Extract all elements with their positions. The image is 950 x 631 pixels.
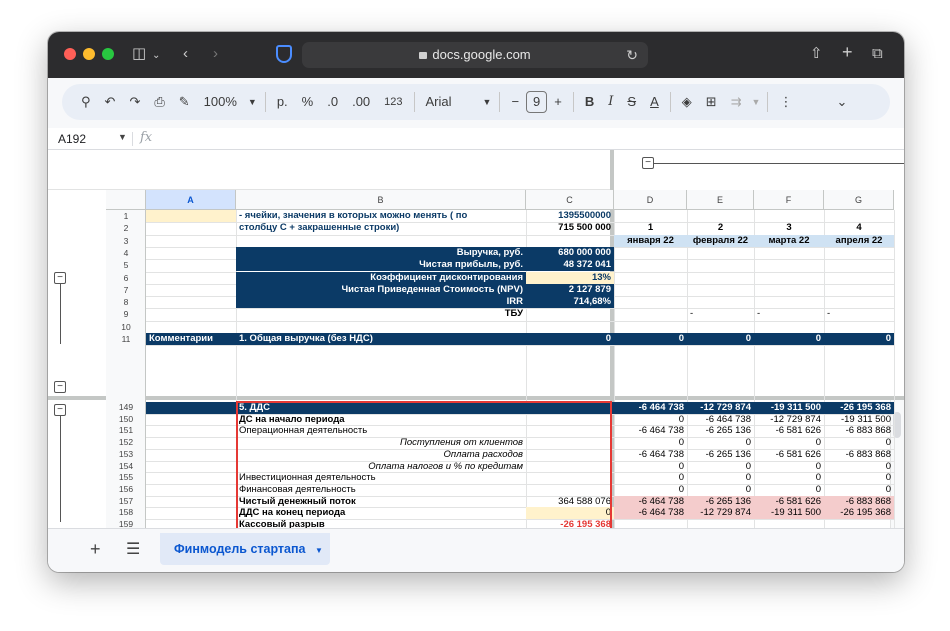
column-header-d[interactable]: D <box>614 190 687 210</box>
cell-e-8[interactable] <box>687 296 754 308</box>
cell-e-149[interactable]: -12 729 874 <box>687 402 754 414</box>
italic-button[interactable]: I <box>608 94 614 109</box>
divider <box>670 92 671 112</box>
minimize-window-button[interactable] <box>83 48 95 60</box>
cell-c-153[interactable] <box>526 449 614 461</box>
row-header-151[interactable]: 151 <box>118 425 134 436</box>
collapse-row-group-icon[interactable]: − <box>54 381 66 393</box>
cell-e-5[interactable] <box>687 259 754 271</box>
frozen-row-bar[interactable] <box>48 396 904 400</box>
cell-d-153[interactable]: -6 464 738 <box>638 448 684 460</box>
cell-f-5[interactable] <box>754 259 824 271</box>
cell-b-8[interactable]: IRR <box>236 296 526 308</box>
sheets-toolbar <box>62 84 890 120</box>
cell-b-9[interactable]: ТБУ <box>504 308 523 320</box>
cell-e-7[interactable] <box>687 284 754 296</box>
cell-d-11[interactable]: 0 <box>614 333 687 345</box>
cell-e-153[interactable]: -6 265 136 <box>705 448 751 460</box>
cell-f-4[interactable] <box>754 247 824 259</box>
cell-b-6[interactable]: Коэффициент дисконтирования <box>236 272 526 284</box>
cell-f-152[interactable]: 0 <box>815 437 821 449</box>
cell-f-151[interactable]: -6 581 626 <box>775 425 821 437</box>
cell-c-5[interactable]: 48 372 041 <box>526 259 614 271</box>
cell-c-7[interactable]: 2 127 879 <box>526 284 614 296</box>
privacy-shield-icon[interactable] <box>276 45 292 63</box>
cell-g-10[interactable] <box>824 321 894 333</box>
cell-e-158[interactable]: -12 729 874 <box>687 507 754 519</box>
forward-icon[interactable]: › <box>213 45 218 62</box>
increase-decimal-button[interactable]: .00 <box>352 94 371 109</box>
cell-c-4[interactable]: 680 000 000 <box>526 247 614 259</box>
cell-f-10[interactable] <box>754 321 824 333</box>
divider <box>767 92 768 112</box>
toolbar-area <box>48 78 904 128</box>
cell-a-151[interactable] <box>146 425 236 437</box>
cell-c-158[interactable]: 0 <box>526 507 614 519</box>
cell-e-2[interactable]: 2 <box>717 222 724 234</box>
cell-c-11[interactable]: 0 <box>526 333 614 345</box>
cell-a-149[interactable] <box>146 402 236 414</box>
row-header-7[interactable]: 7 <box>123 284 129 295</box>
cell-f-159[interactable] <box>754 519 824 528</box>
cell-f-8[interactable] <box>754 296 824 308</box>
zoom-select[interactable]: 100% <box>203 94 237 109</box>
row-header-150[interactable]: 150 <box>118 413 134 424</box>
cell-a-154[interactable] <box>146 461 236 473</box>
cell-a-7[interactable] <box>146 284 236 296</box>
cell-f-155[interactable]: 0 <box>815 472 821 484</box>
cell-d-149[interactable]: -6 464 738 <box>614 402 687 414</box>
cell-c-154[interactable] <box>526 461 614 473</box>
bold-button[interactable]: B <box>584 94 595 109</box>
cell-f-7[interactable] <box>754 284 824 296</box>
divider <box>414 92 415 112</box>
cell-a-2[interactable] <box>146 222 236 234</box>
merge-cells-icon[interactable]: ⇉ <box>730 94 742 109</box>
cell-f-6[interactable] <box>754 272 824 284</box>
cell-g-152[interactable]: 0 <box>885 437 891 449</box>
paint-format-icon[interactable]: ✎ <box>178 94 190 109</box>
cell-b-1[interactable]: - ячейки, значения в которых можно менять ( по <box>239 210 468 221</box>
strikethrough-button[interactable]: S <box>627 94 637 109</box>
cell-d-154[interactable]: 0 <box>678 460 684 472</box>
cell-d-10[interactable] <box>614 321 687 333</box>
row-header-153[interactable]: 153 <box>118 448 134 459</box>
cell-e-154[interactable]: 0 <box>745 460 751 472</box>
cell-e-156[interactable]: 0 <box>745 483 751 495</box>
cell-a-153[interactable] <box>146 449 236 461</box>
cell-d-159[interactable] <box>614 519 687 528</box>
cell-c-159[interactable]: -26 195 368 <box>560 519 611 528</box>
cell-b-5[interactable]: Чистая прибыль, руб. <box>236 259 526 271</box>
collapse-row-group-icon[interactable]: − <box>54 404 66 416</box>
cell-e-10[interactable] <box>687 321 754 333</box>
cell-d-158[interactable]: -6 464 738 <box>614 507 687 519</box>
divider <box>265 92 266 112</box>
cell-g-8[interactable] <box>824 296 894 308</box>
font-size-decrease-button[interactable]: − <box>511 94 520 109</box>
row-header-6[interactable]: 6 <box>123 272 129 283</box>
row-header-4[interactable]: 4 <box>123 247 129 258</box>
row-header-8[interactable]: 8 <box>123 297 129 308</box>
cell-a-11[interactable]: Комментарии <box>146 333 236 345</box>
cell-f-153[interactable]: -6 581 626 <box>775 448 821 460</box>
cell-f-156[interactable]: 0 <box>815 483 821 495</box>
cell-f-3[interactable]: марта 22 <box>754 235 824 247</box>
cell-b-155[interactable]: Инвестиционная деятельность <box>239 472 376 484</box>
cell-a-157[interactable] <box>146 496 236 508</box>
chevron-down-icon[interactable]: ▼ <box>315 546 323 555</box>
cell-g-149[interactable]: -26 195 368 <box>824 402 894 414</box>
cell-d-152[interactable]: 0 <box>678 437 684 449</box>
close-window-button[interactable] <box>64 48 76 60</box>
cell-c-149[interactable] <box>526 402 614 414</box>
cell-e-152[interactable]: 0 <box>745 437 751 449</box>
name-box[interactable]: A192 <box>58 132 87 146</box>
tab-overview-icon[interactable]: ⧉ <box>872 45 883 62</box>
new-tab-icon[interactable]: + <box>842 42 853 62</box>
redo-icon[interactable]: ↷ <box>129 94 141 109</box>
row-header-3[interactable]: 3 <box>123 235 129 246</box>
cell-a-155[interactable] <box>146 472 236 484</box>
column-group-line <box>654 163 904 164</box>
frozen-header-area <box>48 150 610 190</box>
row-header-1[interactable]: 1 <box>123 211 129 221</box>
cell-a-152[interactable] <box>146 437 236 449</box>
cell-g-153[interactable]: -6 883 868 <box>845 448 891 460</box>
cell-c-156[interactable] <box>526 484 614 496</box>
sheet-tab[interactable] <box>160 533 330 565</box>
chevron-down-icon[interactable]: ⌄ <box>152 50 161 61</box>
cell-g-3[interactable]: апреля 22 <box>824 235 894 247</box>
address-bar[interactable] <box>302 42 648 68</box>
cell-g-154[interactable]: 0 <box>885 460 891 472</box>
row-header-159[interactable]: 159 <box>118 519 134 528</box>
cell-a-159[interactable] <box>146 519 236 528</box>
cell-c-155[interactable] <box>526 472 614 484</box>
cell-d-1[interactable] <box>614 210 687 222</box>
column-header-f[interactable]: F <box>754 190 824 210</box>
cell-f-154[interactable]: 0 <box>815 460 821 472</box>
collapse-row-group-icon[interactable]: − <box>54 272 66 284</box>
cell-b-11[interactable]: 1. Общая выручка (без НДС) <box>236 333 526 345</box>
cell-g-2[interactable]: 4 <box>856 222 862 234</box>
cell-e-159[interactable] <box>687 519 754 528</box>
cell-e-157[interactable]: -6 265 136 <box>687 496 754 508</box>
cell-e-155[interactable]: 0 <box>745 472 751 484</box>
title-bar <box>48 32 904 78</box>
cell-b-151[interactable]: Операционная деятельность <box>239 425 368 437</box>
font-select[interactable]: Arial <box>425 94 452 109</box>
row-header-156[interactable]: 156 <box>118 483 134 494</box>
row-header-10[interactable]: 10 <box>121 321 131 332</box>
cell-f-11[interactable]: 0 <box>754 333 824 345</box>
share-icon[interactable]: ⇧ <box>810 45 823 62</box>
cell-b-152[interactable]: Поступления от клиентов <box>400 437 523 449</box>
row-header-11[interactable]: 11 <box>121 334 131 344</box>
cell-c-10[interactable] <box>526 321 614 333</box>
chevron-down-icon[interactable]: ▼ <box>118 132 127 142</box>
cell-g-6[interactable] <box>824 272 894 284</box>
lock-icon <box>419 52 427 59</box>
cell-g-158[interactable]: -26 195 368 <box>824 507 894 519</box>
font-size-increase-button[interactable]: + <box>554 94 562 109</box>
cell-b-7[interactable]: Чистая Приведенная Стоимость (NPV) <box>236 284 526 296</box>
cell-g-151[interactable]: -6 883 868 <box>845 425 891 437</box>
more-options-icon[interactable]: ⋮ <box>779 94 793 109</box>
cell-d-156[interactable]: 0 <box>678 483 684 495</box>
cell-d-157[interactable]: -6 464 738 <box>614 496 687 508</box>
text-color-button[interactable]: A <box>650 94 659 109</box>
row-header-2[interactable]: 2 <box>123 223 129 234</box>
cell-c-9[interactable] <box>526 308 614 320</box>
cell-b-10[interactable] <box>236 321 526 333</box>
cell-b-159[interactable]: Кассовый разрыв <box>239 519 325 528</box>
cell-a-10[interactable] <box>146 321 236 333</box>
print-icon[interactable]: ⎙ <box>154 94 165 109</box>
currency-format-button[interactable]: р. <box>276 94 288 109</box>
fx-icon: fx <box>140 130 153 145</box>
cell-g-1[interactable] <box>824 210 894 222</box>
cell-d-150[interactable]: 0 <box>678 413 684 425</box>
grid-line <box>146 345 894 346</box>
cell-g-150[interactable]: -19 311 500 <box>840 413 891 425</box>
grid-line <box>894 210 895 528</box>
cell-a-9[interactable] <box>146 308 236 320</box>
zoom-window-button[interactable] <box>102 48 114 60</box>
chevron-down-icon[interactable]: ▼ <box>482 97 492 107</box>
spreadsheet-grid[interactable] <box>48 150 904 528</box>
cell-e-151[interactable]: -6 265 136 <box>705 425 751 437</box>
cell-d-155[interactable]: 0 <box>678 472 684 484</box>
cell-b-153[interactable]: Оплата расходов <box>443 448 523 460</box>
cell-a-4[interactable] <box>146 247 236 259</box>
cell-a-3[interactable] <box>146 235 236 247</box>
column-header-c[interactable]: C <box>526 190 614 210</box>
cell-b-154[interactable]: Оплата налогов и % по кредитам <box>368 460 523 472</box>
font-size-input[interactable]: 9 <box>526 91 547 113</box>
chevron-down-icon[interactable]: ▼ <box>247 97 257 107</box>
row-group-line <box>60 416 61 522</box>
borders-icon[interactable]: ⊞ <box>705 94 717 109</box>
cell-e-3[interactable]: февраля 22 <box>687 235 754 247</box>
cell-a-1[interactable] <box>146 210 236 222</box>
chevron-down-icon[interactable]: ▼ <box>751 97 761 107</box>
cell-c-8[interactable]: 714,68% <box>526 296 614 308</box>
cell-c-2[interactable]: 715 500 000 <box>558 222 611 234</box>
cell-b-150[interactable]: ДС на начало периода <box>239 413 345 425</box>
cell-d-5[interactable] <box>614 259 687 271</box>
cell-g-11[interactable]: 0 <box>824 333 894 345</box>
row-header-9[interactable]: 9 <box>123 309 129 320</box>
fill-color-icon[interactable]: ◈ <box>681 94 692 109</box>
row-header-152[interactable]: 152 <box>118 437 134 448</box>
browser-window <box>48 32 904 572</box>
add-sheet-button[interactable]: + <box>90 539 101 559</box>
row-header-149[interactable]: 149 <box>118 402 134 412</box>
cell-c-1[interactable]: 1395500000 <box>558 210 611 221</box>
column-header-b[interactable]: B <box>236 190 526 210</box>
cell-d-2[interactable]: 1 <box>647 222 654 234</box>
cell-f-158[interactable]: -19 311 500 <box>754 507 824 519</box>
cell-d-6[interactable] <box>614 272 687 284</box>
cell-b-158[interactable]: ДДС на конец периода <box>239 507 346 519</box>
cell-f-9[interactable]: - <box>757 308 761 320</box>
formula-bar <box>48 128 904 150</box>
cell-f-2[interactable]: 3 <box>786 222 792 234</box>
cell-d-7[interactable] <box>614 284 687 296</box>
all-sheets-menu-icon[interactable]: ☰ <box>126 541 141 558</box>
cell-g-157[interactable]: -6 883 868 <box>824 496 894 508</box>
cell-g-5[interactable] <box>824 259 894 271</box>
cell-g-7[interactable] <box>824 284 894 296</box>
row-group-line <box>60 284 61 344</box>
row-header-5[interactable]: 5 <box>123 260 129 271</box>
cell-d-8[interactable] <box>614 296 687 308</box>
cell-c-3[interactable] <box>526 235 614 247</box>
cell-f-150[interactable]: -12 729 874 <box>770 413 821 425</box>
cell-f-157[interactable]: -6 581 626 <box>754 496 824 508</box>
cell-c-152[interactable] <box>526 437 614 449</box>
undo-icon[interactable]: ↶ <box>104 94 116 109</box>
row-header-154[interactable]: 154 <box>118 460 134 471</box>
cell-e-1[interactable] <box>687 210 754 222</box>
cell-b-157[interactable]: Чистый денежный поток <box>239 495 356 507</box>
divider <box>499 92 500 112</box>
column-header-e[interactable]: E <box>687 190 754 210</box>
divider <box>573 92 574 112</box>
number-format-button[interactable]: 123 <box>384 96 403 108</box>
cell-c-6[interactable]: 13% <box>526 272 614 284</box>
cell-a-156[interactable] <box>146 484 236 496</box>
cell-b-4[interactable]: Выручка, руб. <box>236 247 526 259</box>
sidebar-icon[interactable]: ◫ <box>132 45 147 62</box>
cell-e-4[interactable] <box>687 247 754 259</box>
collapse-toolbar-icon[interactable]: ⌄ <box>836 94 848 109</box>
cell-f-149[interactable]: -19 311 500 <box>754 402 824 414</box>
divider <box>132 132 133 146</box>
cell-d-9[interactable] <box>614 308 687 320</box>
cell-d-151[interactable]: -6 464 738 <box>638 425 684 437</box>
cell-d-4[interactable] <box>614 247 687 259</box>
cell-a-8[interactable] <box>146 296 236 308</box>
back-icon[interactable]: ‹ <box>183 45 188 62</box>
cell-e-6[interactable] <box>687 272 754 284</box>
cell-e-9[interactable]: - <box>690 308 694 320</box>
reload-icon[interactable]: ↻ <box>626 47 638 63</box>
select-all-corner[interactable] <box>106 190 146 210</box>
sheet-tab-label: Финмодель стартапа <box>174 542 306 556</box>
cell-e-150[interactable]: -6 464 738 <box>705 413 751 425</box>
decrease-decimal-button[interactable]: .0 <box>327 94 339 109</box>
row-header-155[interactable]: 155 <box>118 472 134 483</box>
row-header-157[interactable]: 157 <box>118 495 134 506</box>
cell-g-9[interactable]: - <box>827 308 831 320</box>
cell-e-11[interactable]: 0 <box>687 333 754 345</box>
cell-b-2[interactable]: столбцу С + закрашенные строки) <box>239 222 400 234</box>
cell-a-150[interactable] <box>146 414 236 426</box>
cell-a-158[interactable] <box>146 507 236 519</box>
cell-b-149[interactable]: 5. ДДС <box>236 402 526 414</box>
cell-f-1[interactable] <box>754 210 824 222</box>
column-header-g[interactable]: G <box>824 190 894 210</box>
cell-g-159[interactable] <box>824 519 894 528</box>
percent-format-button[interactable]: % <box>301 94 314 109</box>
cell-c-157[interactable]: 364 588 076 <box>558 495 611 507</box>
cell-g-155[interactable]: 0 <box>885 472 891 484</box>
search-menus-icon[interactable]: ⚲ <box>81 94 91 109</box>
cell-a-6[interactable] <box>146 272 236 284</box>
cell-b-156[interactable]: Финансовая деятельность <box>239 483 356 495</box>
cell-b-3[interactable] <box>236 235 526 247</box>
cell-g-4[interactable] <box>824 247 894 259</box>
collapse-column-group-icon[interactable]: − <box>642 157 654 169</box>
row-header-158[interactable]: 158 <box>118 507 134 518</box>
cell-a-5[interactable] <box>146 259 236 271</box>
cell-c-151[interactable] <box>526 425 614 437</box>
column-header-a[interactable]: A <box>146 190 236 210</box>
cell-g-156[interactable]: 0 <box>885 483 891 495</box>
url-text: docs.google.com <box>432 47 531 62</box>
cell-c-150[interactable] <box>526 414 614 426</box>
sheet-tabs-bar <box>48 528 904 572</box>
cell-d-3[interactable]: января 22 <box>614 235 687 247</box>
